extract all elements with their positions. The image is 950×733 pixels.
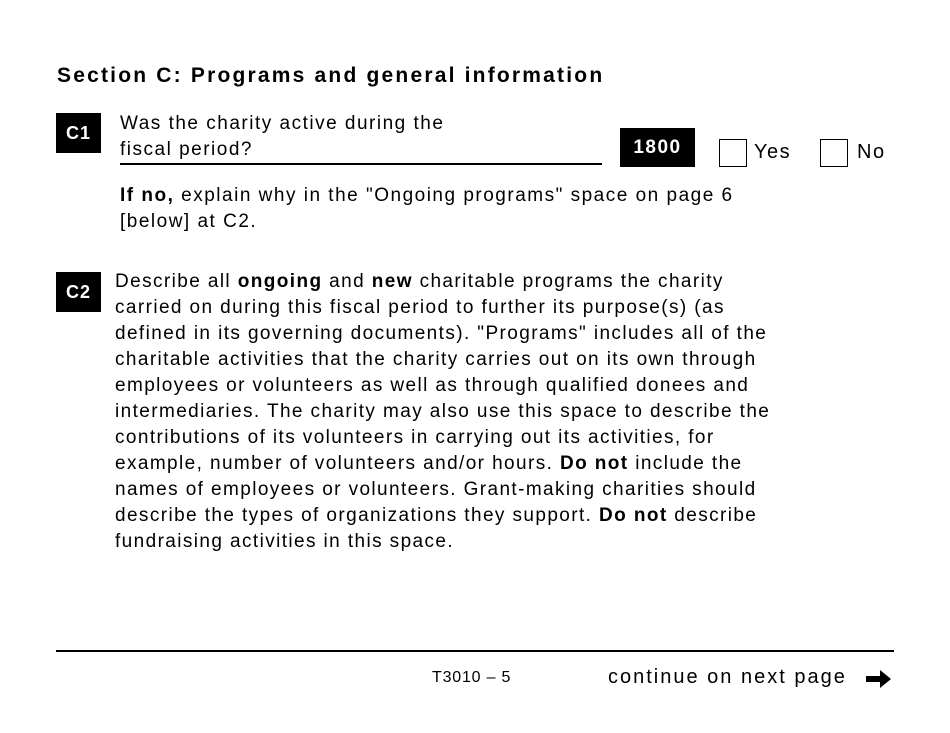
c2-line-5: employees or volunteers as well as through qualified donees and — [115, 375, 750, 396]
c1-question — [120, 111, 602, 165]
c2-bold-do-not-2: Do not — [599, 505, 668, 526]
c2-line-1 — [115, 269, 895, 295]
c2-line-10 — [115, 503, 895, 529]
c2-line-8 — [115, 451, 895, 477]
c1-note-line1-text: explain why in the "Ongoing programs" space on page 6 — [174, 185, 734, 206]
continue-next-page: continue on next page — [608, 666, 847, 688]
c1-note-line2: [below] at C2. — [120, 211, 258, 232]
c2-line-10-c: describe — [667, 505, 758, 526]
question-badge-c2: C2 — [56, 272, 101, 312]
no-checkbox[interactable] — [820, 139, 848, 167]
c2-description — [115, 269, 895, 555]
c2-line-3: defined in its governing documents). "Programs" includes all of the — [115, 323, 768, 344]
c2-line-2: carried on during this fiscal period to further its purpose(s) (as — [115, 297, 725, 318]
question-badge-c1: C1 — [56, 113, 101, 153]
c1-note — [120, 183, 860, 235]
c2-line-10-a: describe the types of organizations they support. — [115, 505, 600, 526]
c2-line-9: names of employees or volunteers. Grant-making charities should — [115, 479, 757, 500]
c2-bold-new: new — [371, 271, 413, 292]
c2-line-1-a: Describe all — [115, 271, 238, 292]
c2-line-1-c: and — [322, 271, 372, 292]
line-code-1800: 1800 — [620, 128, 695, 167]
yes-label: Yes — [754, 141, 792, 163]
footer-divider — [56, 650, 894, 652]
no-label: No — [857, 141, 886, 163]
c1-note-line1 — [120, 183, 860, 209]
c2-line-4: charitable activities that the charity carries out on its own through — [115, 349, 757, 370]
section-title: Section C: Programs and general information — [57, 64, 605, 87]
right-arrow-icon — [864, 667, 894, 691]
yes-checkbox[interactable] — [719, 139, 747, 167]
page-number: T3010 – 5 — [432, 669, 512, 686]
c1-question-line1: Was the charity active during the — [120, 113, 445, 134]
c2-line-11: fundraising activities in this space. — [115, 531, 455, 552]
c2-line-8-c: include the — [628, 453, 743, 474]
c2-line-7: contributions of its volunteers in carrying out its activities, for — [115, 427, 715, 448]
c2-bold-ongoing: ongoing — [237, 271, 323, 292]
c1-note-bold: If no, — [120, 185, 175, 206]
c2-line-8-a: example, number of volunteers and/or hours. — [115, 453, 560, 474]
c2-line-1-e: charitable programs the charity — [412, 271, 724, 292]
c2-bold-do-not-1: Do not — [559, 453, 629, 474]
c2-line-6: intermediaries. The charity may also use this space to describe the — [115, 401, 771, 422]
c1-question-line2: fiscal period? — [120, 139, 253, 160]
